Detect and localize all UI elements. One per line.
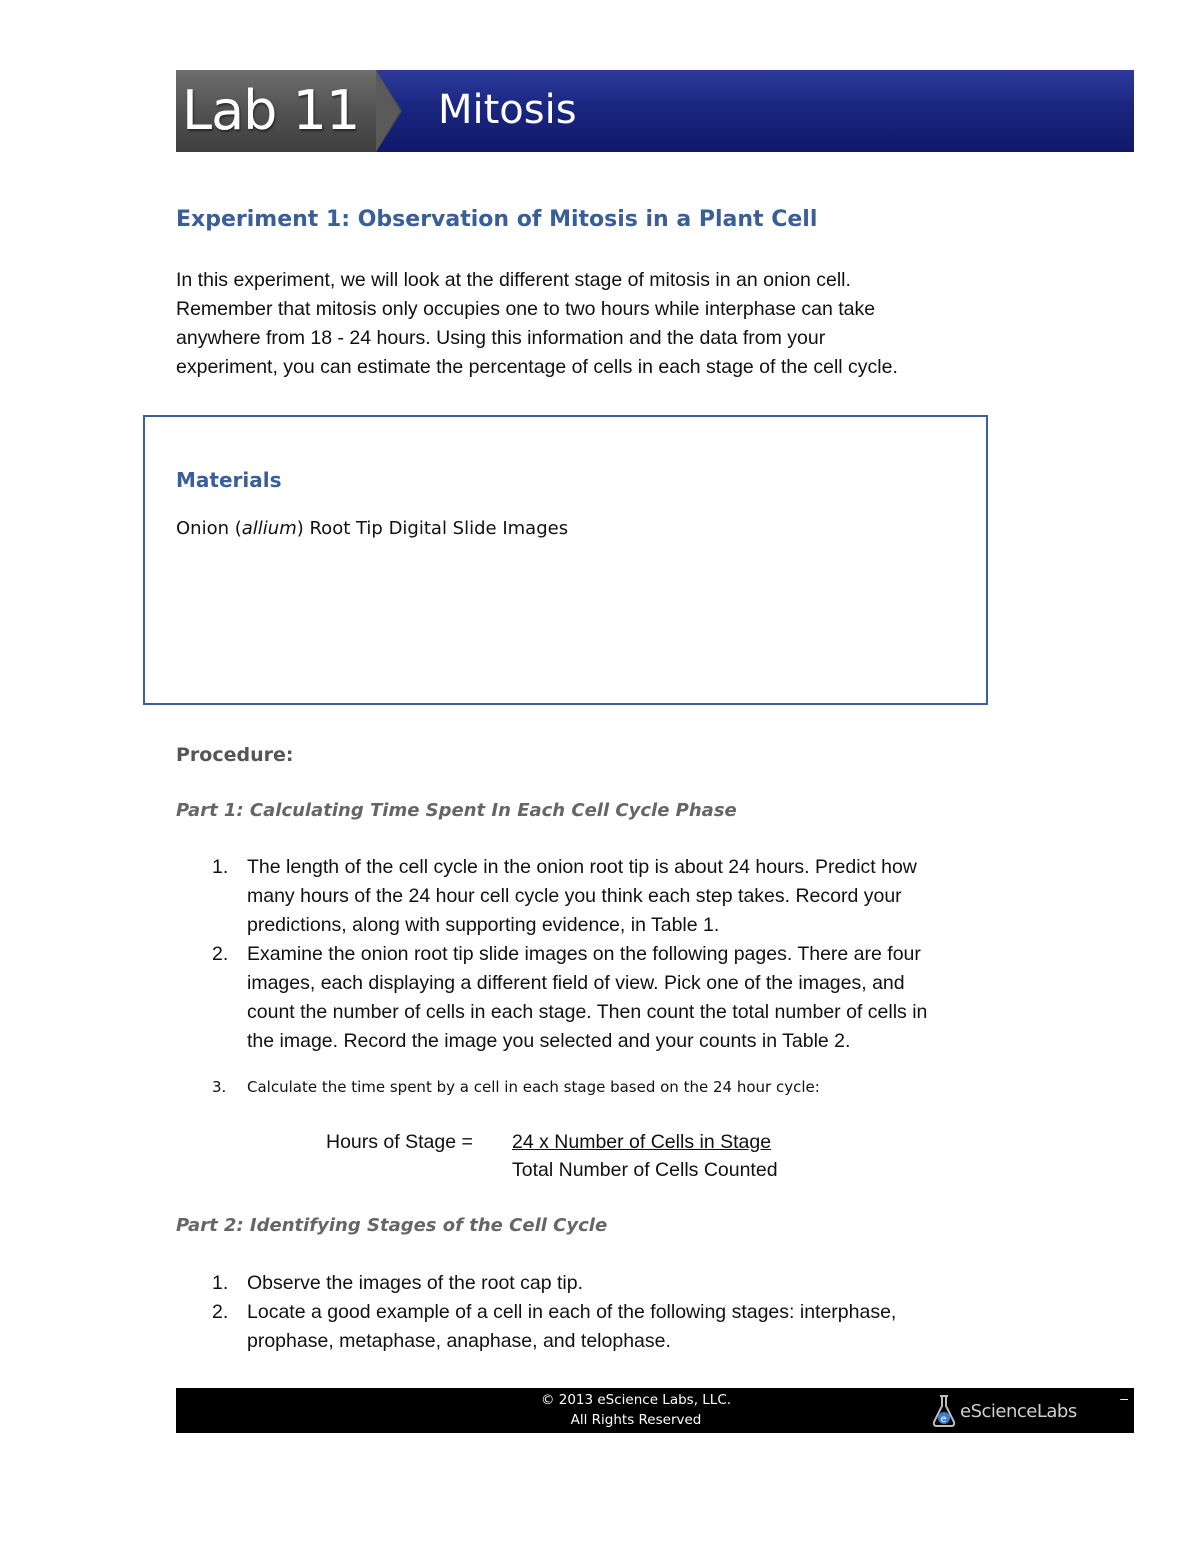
step-number: 1.	[212, 856, 229, 878]
list-item	[176, 853, 1036, 940]
materials-item-suffix: ) Root Tip Digital Slide Images	[296, 518, 569, 539]
step-line: images, each displaying a different field of view. Pick one of the images, and	[247, 972, 905, 994]
list-item	[176, 1269, 1036, 1298]
step-line: predictions, along with supporting evidence, in Table 1.	[247, 914, 720, 936]
list-item	[176, 1298, 1036, 1356]
logo-text: eScienceLabs	[960, 1401, 1077, 1422]
experiment-heading: Experiment 1: Observation of Mitosis in a Plant Cell	[176, 207, 818, 232]
step-line: The length of the cell cycle in the onion root tip is about 24 hours. Predict how	[247, 856, 917, 878]
lab-banner	[176, 70, 1134, 152]
formula-numerator: 24 x Number of Cells in Stage	[512, 1131, 772, 1153]
part2-steps	[176, 1269, 1036, 1356]
intro-line: Remember that mitosis only occupies one to two hours while interphase can take	[176, 298, 876, 320]
procedure-heading: Procedure:	[176, 744, 294, 766]
banner-arrow-highlight	[376, 70, 400, 152]
intro-line: experiment, you can estimate the percentage of cells in each stage of the cell cycle.	[176, 356, 898, 378]
intro-paragraph	[176, 266, 1016, 382]
step-line: Examine the onion root tip slide images on the following pages. There are four	[247, 943, 921, 965]
step-line: Locate a good example of a cell in each of the following stages: interphase,	[247, 1301, 897, 1323]
step-number: 3.	[212, 1078, 227, 1096]
materials-heading: Materials	[176, 468, 282, 492]
step-line: the image. Record the image you selected and your counts in Table 2.	[247, 1030, 851, 1052]
step-text: Calculate the time spent by a cell in each stage based on the 24 hour cycle:	[247, 1078, 820, 1096]
rights-text: All Rights Reserved	[570, 1412, 702, 1428]
copyright-text: © 2013 eScience Labs, LLC.	[540, 1392, 732, 1408]
materials-box	[143, 415, 988, 705]
formula-denominator: Total Number of Cells Counted	[512, 1159, 778, 1181]
part1-heading: Part 1: Calculating Time Spent In Each Cell Cycle Phase	[176, 800, 737, 821]
banner-title: Mitosis	[438, 87, 577, 133]
step-number: 2.	[212, 1301, 229, 1323]
step-line: Observe the images of the root cap tip.	[247, 1272, 584, 1294]
escience-labs-logo	[928, 1394, 1077, 1428]
banner-lab-label: Lab 11	[182, 79, 360, 142]
materials-item	[176, 516, 568, 542]
flask-icon	[928, 1394, 960, 1428]
footer-dash: –	[1120, 1390, 1128, 1406]
intro-line: anywhere from 18 - 24 hours. Using this information and the data from your	[176, 327, 826, 349]
step-number: 2.	[212, 943, 229, 965]
step-line: many hours of the 24 hour cell cycle you think each step takes. Record your	[247, 885, 902, 907]
formula-label: Hours of Stage =	[326, 1131, 473, 1153]
part2-heading: Part 2: Identifying Stages of the Cell Cycle	[176, 1215, 608, 1236]
svg-text:e: e	[940, 1414, 947, 1425]
intro-line: In this experiment, we will look at the different stage of mitosis in an onion cell.	[176, 269, 851, 291]
step-number: 1.	[212, 1272, 229, 1294]
materials-item-prefix: Onion (	[176, 518, 242, 539]
step-line: prophase, metaphase, anaphase, and telophase.	[247, 1330, 671, 1352]
materials-item-italic: allium	[241, 518, 297, 539]
part1-steps	[176, 853, 1036, 1056]
page-footer	[176, 1388, 1134, 1433]
list-item	[176, 940, 1036, 1056]
step-line: count the number of cells in each stage. Then count the total number of cells in	[247, 1001, 928, 1023]
